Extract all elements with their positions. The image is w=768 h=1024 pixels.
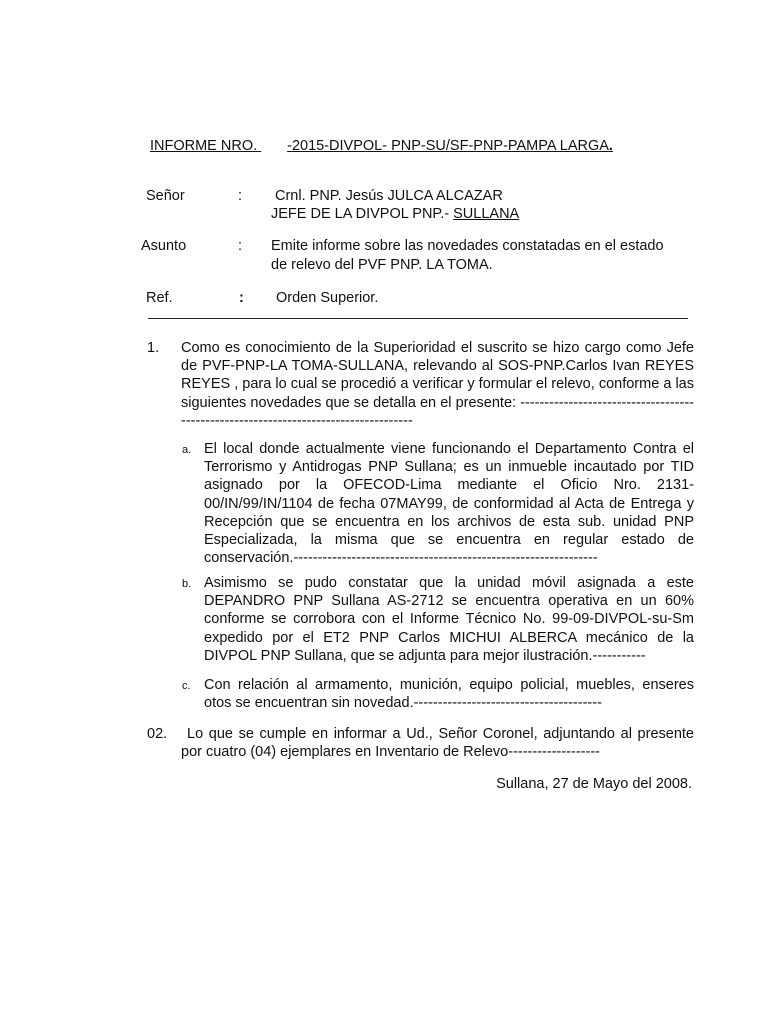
item-a-marker: a.	[182, 444, 192, 456]
ref-value: Orden Superior.	[276, 290, 379, 306]
senor-colon: :	[238, 188, 243, 204]
asunto-colon: :	[238, 238, 243, 254]
ref-label: Ref.	[146, 290, 173, 306]
paragraph-1-number: 1.	[147, 340, 160, 356]
senor-line1: Crnl. PNP. Jesús JULCA ALCAZAR	[275, 188, 503, 204]
informe-code: -2015-DIVPOL- PNP-SU/SF-PNP-PAMPA LARGA	[287, 138, 609, 154]
senor-label: Señor	[146, 188, 185, 204]
separator-line	[148, 318, 688, 319]
informe-title	[150, 137, 613, 155]
informe-label: INFORME NRO.	[150, 138, 258, 154]
asunto-label: Asunto	[141, 238, 187, 254]
senor-line2-city: SULLANA	[453, 206, 520, 222]
paragraph-2-text: Lo que se cumple en informar a Ud., Señor Coronel, adjuntando al presente por cuatro (04) ejemplares en Inventario de Relevo-------------------	[181, 726, 694, 761]
paragraph-2-number: 02.	[147, 726, 168, 742]
asunto-line2: de relevo del PVF PNP. LA TOMA.	[271, 257, 493, 273]
asunto-line1: Emite informe sobre las novedades constatadas en el estado	[271, 238, 664, 254]
place-and-date: Sullana, 27 de Mayo del 2008.	[496, 776, 692, 792]
item-c-text: Con relación al armamento, munición, equipo policial, muebles, enseres otos se encuentran sin novedad.---------------------------------------	[204, 677, 694, 712]
item-c-marker: c.	[182, 680, 191, 692]
paragraph-1-text: Como es conocimiento de la Superioridad el suscrito se hizo cargo como Jefe de PVF-PNP-LA TOMA-SULLANA, relevando al SOS-PNP.Carlos Ivan REYES REYES , para lo cual se procedió a verificar y formular el relevo, conforme a las siguientes novedades que se detalla en el presente: ------------------------------------------------------------------------------------	[181, 340, 694, 429]
senor-line2	[271, 205, 519, 223]
item-b-marker: b.	[182, 578, 192, 590]
senor-line2-prefix: JEFE DE LA DIVPOL PNP.-	[271, 206, 454, 222]
item-b-text: Asimismo se pudo constatar que la unidad móvil asignada a este DEPANDRO PNP Sullana AS-2712 se encuentra operativa en un 60% conforme se corrobora con el Informe Técnico No. 99-09-DIVPOL-su-Sm expedido por el ET2 PNP Carlos MICHUI ALBERCA mecánico de la DIVPOL PNP Sullana, que se adjunta para mejor ilustración.-----------	[204, 575, 694, 664]
informe-period: .	[608, 138, 613, 154]
ref-colon: :	[239, 290, 244, 306]
informe-number-blank	[257, 137, 287, 155]
item-a-text: El local donde actualmente viene funcionando el Departamento Contra el Terrorismo y Antidrogas PNP Sullana; es un inmueble incautado por TID asignado por la OFECOD-Lima mediante el Oficio Nro. 2131-00/IN/99/IN/1104 de fecha 07MAY99, de conformidad al Acta de Entrega y Recepción que se encuentra en los archivos de esta sub. unidad PNP Especializada, la misma que se encuentra en regular estado de conservación.---------------------------------------------------------------	[204, 441, 694, 567]
